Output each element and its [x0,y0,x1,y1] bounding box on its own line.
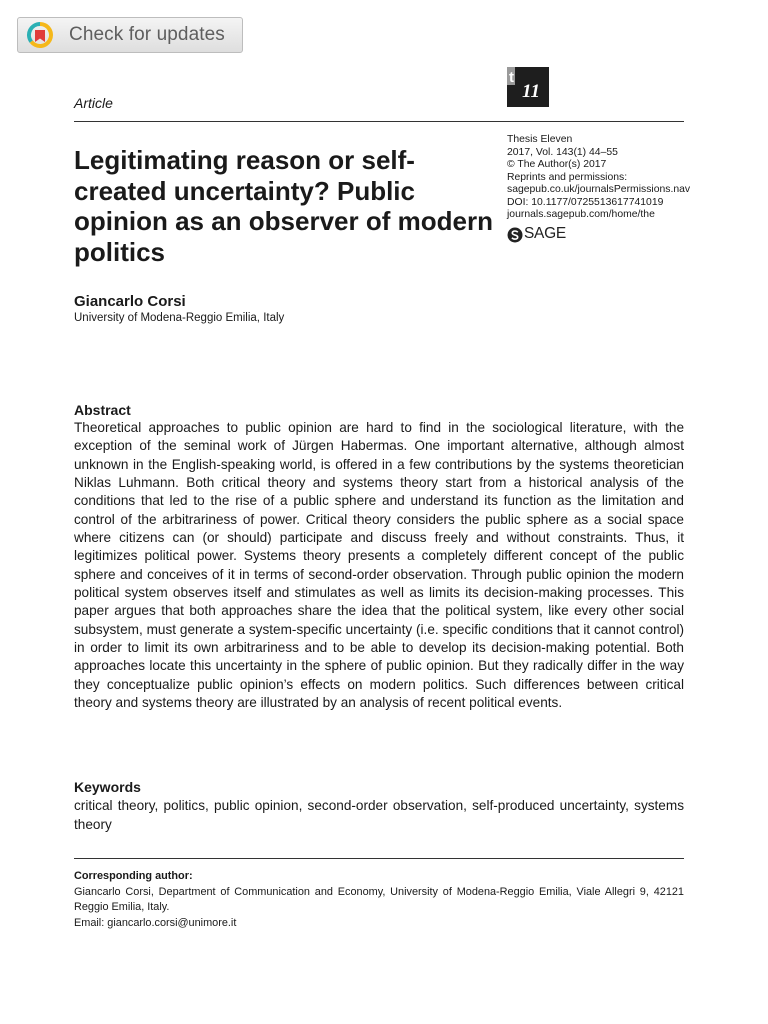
header-rule [74,121,684,122]
journal-logo-number: 11 [522,81,540,102]
footnote-rule [74,858,684,859]
abstract-text: Theoretical approaches to public opinion are hard to find in the sociological literature, with the exception of the seminal work of Jürgen Habermas. One important alternative, although almost unknown in the English-speaking world, is offered in a few contributions by the systems theoretician Niklas Luhmann. Both critical theory and systems theory start from a historical analysis of the conditions that led to the rise of a public sphere and understand its function as the limitation and control of the arbitrariness of power. Critical theory considers the public sphere as a social space where citizens can (or should) participate and discuss freely and without constraints. Thus, it legitimizes political power. Systems theory presents a completely different concept of the public sphere and conceives of it in terms of second-order observation. Through public opinion the modern political system observes itself and stimulates as well as limits its decision-making processes. This paper argues that both approaches share the idea that the political system, like every other social subsystem, must generate a system-specific uncertainty (i.e. specific conditions that it cannot control) in order to limit its own arbitrariness and to be able to develop its decision-making potential. Both approaches locate this uncertainty in the sphere of public opinion. But they radically differ in the way they conceptualize public opinion’s effects on modern politics. Such differences between critical theory and systems theory are illustrated by an analysis of recent political events. [74,420,684,711]
check-for-updates-button[interactable] [17,17,243,53]
keywords-text: critical theory, politics, public opinion, second-order observation, self-produced uncertainty, systems theory [74,798,684,832]
journal-name: Thesis Eleven [507,134,573,145]
journal-link[interactable]: journals.sagepub.com/home/the [507,209,655,220]
corresponding-author-heading: Corresponding author: [74,870,193,882]
author-name: Giancarlo Corsi [74,293,186,310]
journal-citation: 2017, Vol. 143(1) 44–55 [507,146,618,158]
doi-link[interactable]: DOI: 10.1177/0725513617741019 [507,196,664,208]
journal-logo-letter: t [509,69,514,86]
journal-logo [507,67,549,107]
keywords-heading: Keywords [74,779,141,795]
article-title: Legitimating reason or self-created uncertainty? Public opinion as an observer of modern politics [74,145,493,267]
abstract-heading: Abstract [74,402,131,418]
reprints-link[interactable]: sagepub.co.uk/journalsPermissions.nav [507,184,691,195]
publisher-name: SAGE [524,225,566,243]
reprints-label: Reprints and permissions: [507,171,628,183]
corresponding-author [74,869,684,931]
article-type-label: Article [74,95,113,111]
publisher-logo [507,225,687,245]
corresponding-author-address: Giancarlo Corsi, Department of Communication and Economy, University of Modena-Reggio Emilia, Viale Allegri 9, 42121 Reggio Emilia, Italy. [74,885,684,913]
sage-icon [507,227,523,243]
author-affiliation: University of Modena-Reggio Emilia, Italy [74,312,285,324]
corresponding-author-email[interactable]: Email: giancarlo.corsi@unimore.it [74,916,237,929]
check-for-updates-icon [27,22,53,48]
check-for-updates-label: Check for updates [69,24,225,45]
journal-info [507,134,691,245]
copyright-notice: © The Author(s) 2017 [507,159,607,170]
